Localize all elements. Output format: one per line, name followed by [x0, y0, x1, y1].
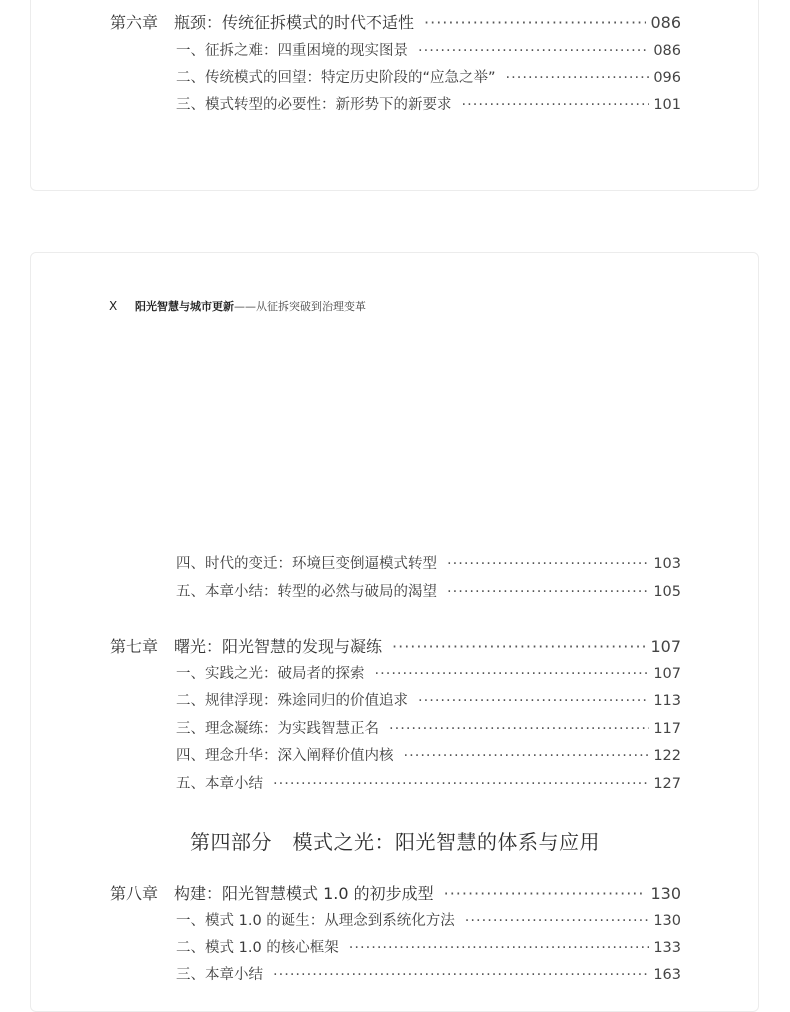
toc-section[interactable]: [176, 39, 681, 60]
toc-section[interactable]: [176, 963, 681, 984]
chapter-title: 曙光：阳光智慧的发现与凝练: [174, 637, 383, 656]
leader-dots: [506, 70, 650, 86]
toc-chapter-6[interactable]: [110, 10, 681, 33]
page-number: 107: [650, 637, 681, 656]
page-number: 127: [653, 776, 681, 792]
page-number: 086: [650, 13, 681, 32]
page-number: 163: [653, 967, 681, 983]
page-number: 113: [653, 693, 681, 709]
toc-section[interactable]: [176, 662, 681, 683]
leader-dots: [392, 637, 646, 656]
toc-section[interactable]: [176, 744, 681, 765]
leader-dots: [375, 666, 650, 682]
toc-section[interactable]: [176, 772, 681, 793]
toc-section[interactable]: [176, 936, 681, 957]
page-number: 096: [653, 70, 681, 86]
page-mark: X: [109, 299, 118, 313]
section-title: 四、时代的变迁：环境巨变倒逼模式转型: [176, 556, 437, 572]
toc-section[interactable]: [176, 580, 681, 601]
page-number: 122: [653, 748, 681, 764]
section-title: 二、规律浮现：殊途同归的价值追求: [176, 693, 408, 709]
page-number: 130: [653, 913, 681, 929]
leader-dots: [424, 13, 646, 32]
leader-dots: [418, 43, 649, 59]
section-title: 一、模式 1.0 的诞生：从理念到系统化方法: [176, 913, 455, 929]
toc-section[interactable]: [176, 909, 681, 930]
chapter-number: 第六章: [110, 13, 159, 32]
section-title: 一、征拆之难：四重困境的现实图景: [176, 43, 408, 59]
leader-dots: [418, 693, 649, 709]
book-subtitle: ——从征拆突破到治理变革: [234, 300, 366, 313]
leader-dots: [465, 913, 650, 929]
toc-section[interactable]: [176, 93, 681, 114]
toc-section[interactable]: [176, 66, 681, 87]
toc-chapter-8[interactable]: [110, 881, 681, 904]
section-title: 二、模式 1.0 的核心框架: [176, 940, 339, 956]
page-number: 117: [653, 721, 681, 737]
toc-chapter-7[interactable]: [110, 634, 681, 657]
page-number: 133: [653, 940, 681, 956]
section-title: 四、理念升华：深入阐释价值内核: [176, 748, 394, 764]
toc-section[interactable]: [176, 689, 681, 710]
leader-dots: [447, 584, 649, 600]
section-title: 五、本章小结: [176, 776, 263, 792]
page-number: 086: [653, 43, 681, 59]
leader-dots: [404, 748, 650, 764]
section-title: 三、模式转型的必要性：新形势下的新要求: [176, 97, 452, 113]
leader-dots: [273, 967, 649, 983]
leader-dots: [349, 940, 650, 956]
page-number: 101: [653, 97, 681, 113]
toc-section[interactable]: [176, 717, 681, 738]
page-number: 103: [653, 556, 681, 572]
leader-dots: [462, 97, 650, 113]
page-number: 107: [653, 666, 681, 682]
page-number: 130: [650, 884, 681, 903]
section-title: 二、传统模式的回望：特定历史阶段的“应急之举”: [176, 70, 496, 86]
chapter-number: 第七章: [110, 637, 159, 656]
chapter-title: 构建：阳光智慧模式 1.0 的初步成型: [174, 884, 434, 903]
leader-dots: [444, 884, 647, 903]
leader-dots: [447, 556, 649, 572]
page-number: 105: [653, 584, 681, 600]
leader-dots: [273, 776, 649, 792]
part-heading: 第四部分 模式之光：阳光智慧的体系与应用: [190, 830, 600, 854]
chapter-title: 瓶颈：传统征拆模式的时代不适性: [174, 13, 415, 32]
book-title: 阳光智慧与城市更新: [135, 300, 234, 313]
section-title: 三、本章小结: [176, 967, 263, 983]
leader-dots: [389, 721, 649, 737]
section-title: 一、实践之光：破局者的探索: [176, 666, 365, 682]
running-header: [109, 298, 366, 314]
section-title: 五、本章小结：转型的必然与破局的渴望: [176, 584, 437, 600]
toc-section[interactable]: [176, 552, 681, 573]
section-title: 三、理念凝练：为实践智慧正名: [176, 721, 379, 737]
chapter-number: 第八章: [110, 884, 159, 903]
